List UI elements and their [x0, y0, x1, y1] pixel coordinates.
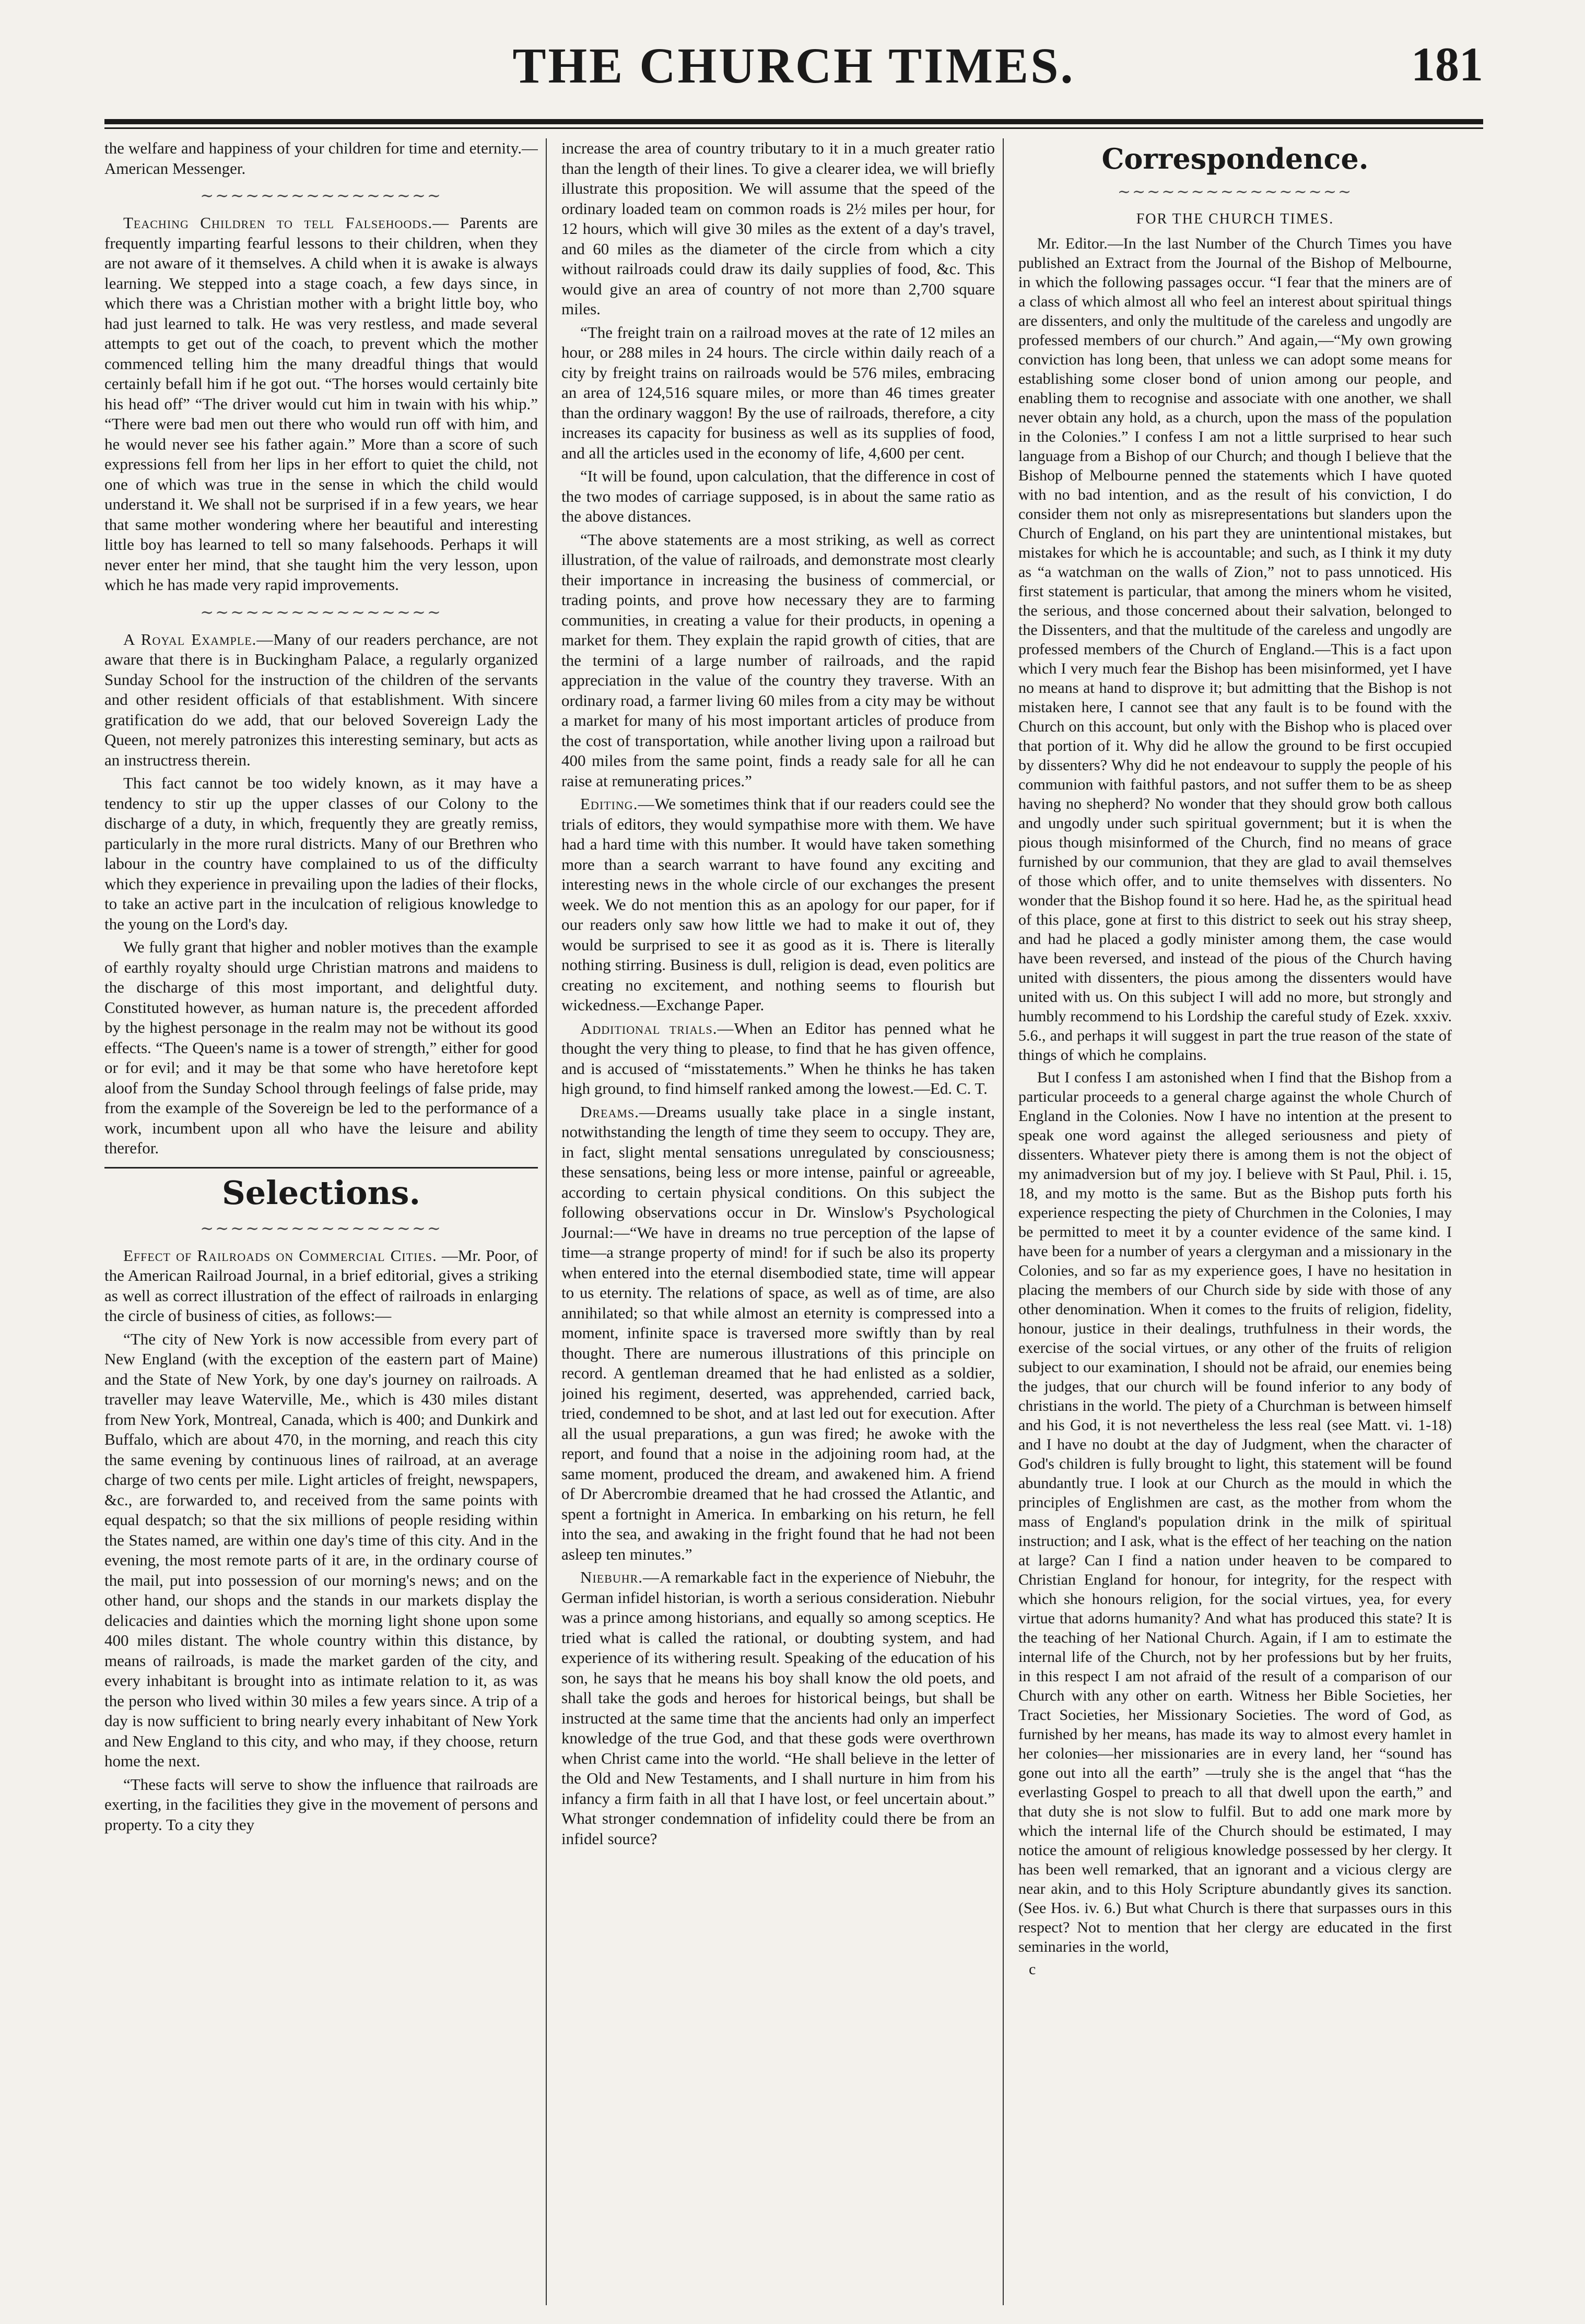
letter-paragraph: But I confess I am astonished when I find that the Bishop from a particular proceeds to a general charge against the whole Church of England in the Colonies. Now I have no intention at the present to speak one word against the alleged seriousness and piety of dissenters. Whatever piety there is among them is not the object of my animadversion but of my joy. I believe with St Paul, Phil. i. 15, 18, and my motto is the same. But as the Bishop puts forth his experience respecting the piety of Churchmen in the Colonies, I may be permitted to meet it by a counter evidence of the same kind. I have been for a number of years a clergyman and a missionary in the Colonies, and so far as my experience goes, I have no hesitation in placing the members of our Church side by side with those of any other denomination. When it comes to the fruits of religion, fidelity, honour, justice in their dealings, truthfulness in their words, the exercise of the social virtues, or any other of the fruits of religion subject to our examination, I should not be afraid, our enemies being the judges, that our church will be found inferior to any body of christians in the world. The piety of a Churchman is between himself and his God, it is not nevertheless the less real (see Matt. vi. 1-18) and I have no doubt at the day of Judgment, when the character of God's children is fully brought to light, this statement will be found abundantly true. I look at our Church as the mould in which the principles of Englishmen are cast, as the mother from whom the mass of England's population drink in the milk of spiritual instruction; and I ask, what is the effect of her teaching on the nation at large? Can I find a nation under heaven to be compared to Christian England for honour, for integrity, for the respect with which she honours religion, for the social virtues, yea, for every virtue that adorns humanity? And what has produced this state? It is the teaching of her National Church. Again, if I am to estimate the internal life of the Church, not by her professions but by her fruits, in this respect I am not afraid of the result of a comparison of our Church with any other on earth. Witness her Bible Societies, her Tract Societies, her Missionary Societies. The word of God, as furnished by her means, has made its way to almost every hamlet in her colonies—her missionaries are in every land, her “sound has gone out into all the earth” —truly she is the angel that “has the everlasting Gospel to preach to all that dwell upon the earth,” and that duty she is not slow to fulfil. But to add one mark more by which the internal life of the Church should be estimated, I may notice the amount of religious knowledge possessed by her clergy. It has been well remarked, that an ignorant and a vicious clergy are near akin, and to this Holy Scripture abundantly gives its sanction. (See Hos. iv. 6.) But what Church is there that surpasses ours in this respect? Not to mention that her clergy are educated in the first seminaries in the world, [1018, 1069, 1452, 1955]
article-heading: Dreams.— [580, 1102, 656, 1121]
masthead-rule-thick [104, 119, 1483, 124]
paragraph: “The freight train on a railroad moves at the rate of 12 miles an hour, or 288 miles in 24 hours. The circle within daily reach of a city by freight trains on railroads would be 576 miles, embracing an area of 124,516 square miles, or more than 46 times greater than the ordinary waggon! By the use of railroads, therefore, a city increases its capacity for business as well as its supplies of food, and all the articles used in the economy of life, 4,600 per cent. [561, 323, 995, 462]
article-heading: Editing.— [580, 795, 655, 813]
article-editing [561, 794, 995, 1016]
article-railroads [104, 1246, 538, 1326]
paragraph: increase the area of country tributary to it in a much greater ratio than the length of their lines. To give a clearer idea, we will briefly illustrate this proposition. We will assume that the speed of the ordinary loaded team on common roads is 2½ miles per hour, for 12 hours, which will give 30 miles as the extent of a day's travel, and 60 miles as the diameter of the circle from which a city without railroads could draw its daily supplies of food, &c. This would give an area of country of not more than 2,700 square miles. [561, 139, 995, 318]
column-1 [104, 138, 538, 2295]
quoted-paragraph: “The city of New York is now accessible from every part of New England (with the exception of the eastern part of Maine) and the State of New York, by one day's journey on railroads. A traveller may leave Waterville, Me., which is 430 miles distant from New York, Montreal, Canada, which is 400; and Dunkirk and Buffalo, which are about 470, in the morning, and reach this city the same evening by continuous lines of railroad, at an average charge of two cents per mile. Light articles of freight, newspapers, &c., are forwarded to, and received from the same points with equal despatch; so that the six millions of people residing within the States named, are within one day's time of this city. And in the evening, the most remote parts of it are, in the ordinary course of the mail, put into possession of our morning's news; and on the other hand, our shops and the stands in our markets display the delicacies and dainties which the morning light shone upon some 400 miles distant. The whole country within this distance, by means of railroads, is made the market garden of the city, and every inhabitant is brought into as intimate relation to it, as was the person who lived within 30 miles a few years since. A trip of a day is now sufficient to bring nearly every inhabitant of New York and New England to this city, and who may, if they choose, return home the next. [104, 1329, 538, 1770]
article-additional-trials [561, 1019, 995, 1099]
newspaper-title: THE CHURCH TIMES. [512, 38, 1075, 93]
article-ending: the welfare and happiness of your children for time and eternity.—American Messenger. [104, 139, 538, 178]
article-body: Dreams usually take place in a single instant, notwithstanding the length of time they seem to occupy. They are, in fact, slight mental sensations unregulated by consciousness; these sensations, being less or more intense, painful or agreeable, according to certain physical conditions. On this subject the following observations occur in Dr. Winslow's Psychological Journal:—“We have in dreams no true perception of the lapse of time—a strange property of mind! for if such be also its property when entered into the eternal disembodied state, time will appear to us eternity. The relations of space, as well as of time, are also annihilated; so that while almost an eternity is compressed into a moment, infinite space is traversed more swiftly than by real thought. There are numerous illustrations of this principle on record. A gentleman dreamed that he had enlisted as a soldier, joined his regiment, deserted, was apprehended, carried back, tried, condemned to be shot, and at last led out for execution. After all the usual preparations, a gun was fired; he awoke with the report, and found that a noise in the adjoining room had, at the same moment, produced the dream, and awakened him. A friend of Dr Abercrombie dreamed that he had crossed the Atlantic, and spent a fortnight in America. In embarking on his return, he fell into the sea, and awaking in the fright found that he had not been asleep ten minutes.” [561, 1102, 995, 1563]
article-heading: Niebuhr.— [580, 1568, 660, 1586]
section-divider: ∼∼∼∼∼∼∼∼∼∼∼∼∼∼∼∼ [1117, 183, 1353, 200]
article-heading: Additional trials.— [580, 1019, 734, 1037]
section-heading-correspondence: Correspondence. [1101, 142, 1369, 175]
article-heading: Teaching Children to tell Falsehoods.— [123, 214, 450, 232]
article-body: Many of our readers perchance, are not aware that there is in Buckingham Palace, a regularly organized Sunday School for the instruction of the children of the servants and other resident officials of that establishment. With sincere gratification do we add, that our beloved Sovereign Lady the Queen, not merely patronizes this interesting seminary, but acts as an instructress therein. [104, 630, 538, 769]
column-2 [561, 138, 995, 2295]
paragraph: “The above statements are a most striking, as well as correct illustration, of the value of railroads, and demonstrate most clearly their importance in increasing the business of commercial, or trading points, and prove how necessary they are to farming communities, in creating a value for their products, in opening a market for them. They explain the rapid growth of cities, that are the termini of a large number of railroads, and the rapid appreciation in the value of the country they traverse. With an ordinary road, a farmer living 60 miles from a city may be without a market for many of his most important articles of produce from the cost of transportation, while another living upon a railroad but 400 miles from the same point, finds a ready sale for all he can raise at remunerating prices.” [561, 530, 995, 790]
article-body: When an Editor has penned what he thought the very thing to please, to find that he has given offence, and is accused of “misstatements.” When he thinks he has taken high ground, to find himself ranked among the lowest.—Ed. C. T. [561, 1019, 995, 1098]
article-heading: Effect of Railroads on Commercial Cities. [123, 1246, 437, 1265]
article-body: A remarkable fact in the experience of Niebuhr, the German infidel historian, is worth a serious consideration. Niebuhr was a prince among historians, and equally so among sceptics. He tried what is called the rational, or doubting system, and had experience of its withering result. Speaking of the education of his son, he says that he means his boy shall know the old poets, and shall take the gods and heroes for historical beings, but shall be instructed at the same time that the ancients had only an imperfect knowledge of the true God, and that these gods were overthrown when Christ came into the world. “He shall believe in the letter of the Old and New Testaments, and I shall nurture in him from his infancy a firm faith in all that I have lost, or feel uncertain about.” What stronger condemnation of infidelity could there be from an infidel source? [561, 1568, 995, 1848]
page-number: 181 [1411, 38, 1483, 91]
quoted-paragraph: “These facts will serve to show the influence that railroads are exerting, in the facilities they give in the movement of persons and property. To a city they [104, 1775, 538, 1834]
article-niebuhr [561, 1567, 995, 1849]
column-separator [546, 138, 547, 2305]
paragraph: We fully grant that higher and nobler motives than the example of earthly royalty should urge Christian matrons and maidens to the discharge of this most important, and delightful duty. Constituted however, as human nature is, the precedent afforded by the highest personage in the realm may not be without its good effects. “The Queen's name is a tower of strength,” either for good or for evil; and it may be that some who have heretofore kept aloof from the Sunday School through feelings of false pride, may from the example of the Sovereign be led to the performance of a work, incumbent upon all who have the leisure and ability therefor. [104, 938, 538, 1157]
article-body: —Mr. Poor, of the American Railroad Journal, in a brief editorial, gives a striking as well as correct illustration of the effect of railroads in enlarging the circle of business of cities, as follows:— [104, 1246, 538, 1325]
signature-mark: c [1029, 1961, 1036, 1978]
masthead [104, 21, 1483, 125]
column-3 [1018, 138, 1452, 2295]
section-divider: ∼∼∼∼∼∼∼∼∼∼∼∼∼∼∼∼ [200, 603, 442, 621]
article-royal-example [104, 630, 538, 771]
column-separator [1003, 138, 1004, 2305]
paragraph: “It will be found, upon calculation, that the difference in cost of the two modes of carriage supposed, is in about the same ratio as the above distances. [561, 467, 995, 525]
correspondence-subheading: FOR THE CHURCH TIMES. [1136, 211, 1334, 227]
section-heading-selections: Selections. [104, 1167, 538, 1211]
masthead-rule-thin [104, 127, 1483, 129]
article-body: We sometimes think that if our readers could see the trials of editors, they would sympathise more with them. We have had a hard time with this number. It would have taken something more than a search warrant to have found any exciting and interesting news in the whole circle of our exchanges the present week. We do not mention this as an apology for our paper, for if our readers only saw how little we had to make it out of, they would be surprised to see it as good as it is. There is literally nothing stirring. Business is dull, religion is dead, even politics are creating no excitement, and nothing seems to flourish but wickedness.—Exchange Paper. [561, 795, 995, 1014]
section-divider: ∼∼∼∼∼∼∼∼∼∼∼∼∼∼∼∼ [200, 1219, 442, 1237]
article-teaching-children [104, 213, 538, 595]
article-body: Parents are frequently imparting fearful lessons to their children, when they are not aware of it themselves. A child when it is awake is always learning. We stepped into a stage coach, a few days since, in which there was a Christian mother with a bright little boy, who had just learned to talk. He was very restless, and made several attempts to get out of the coach, to prevent which the mother commenced telling him the many dreadful things that would certainly befall him if he got out. “The horses would certainly bite his head off” “The driver would cut him in twain with his whip.” “There were bad men out there who would run off with him, and he would never see his father again.” More than a score of such expressions fell from her lips in her effort to quiet the child, not one of which was true in the sense in which the child would understand it. We shall not be surprised if in a few years, we hear that same mother wondering where her beautiful and interesting little boy has learned to tell so many falsehoods. Perhaps it will never enter her mind, that she taught him the very lesson, upon which he has made very rapid improvements. [104, 214, 538, 594]
article-heading: A Royal Example.— [123, 630, 274, 648]
letter-paragraph: Mr. Editor.—In the last Number of the Church Times you have published an Extract from the Journal of the Bishop of Melbourne, in which the following passages occur. “I fear that the miners are of a class of which almost all who feel an interest about spiritual things are dissenters, and only the multitude of the careless and ungodly are professed members of our church.” And again,—“My own growing conviction has long been, that unless we can adopt some means for establishing some closer bond of union among our people, and enabling them to recognise and associate with one another, we shall never obtain any hold, as a church, upon the mass of the population in the Colonies.” I confess I am not a little surprised to hear such language from a Bishop of our Church; and though I believe that the Bishop of Melbourne penned the statements which I have quoted with no bad intention, and as the result of his conviction, I do consider them not only as misrepresentations but slanders upon the Church of England, on his part they are unintentional mistakes, but mistakes for which he is accountable; and such, as I think it my duty as “a watchman on the walls of Zion,” not to pass unnoticed. His first statement is particular, that among the miners whom he visited, the serious, and those concerned about their salvation, belonged to the Dissenters, and that the multitude of the careless and ungodly are professed members of the Church of England.—This is a fact upon which I very much fear the Bishop has been misinformed, yet I have no means at hand to disprove it; but admitting that the Bishop is not mistaken here, I cannot see that any fault is to be found with the Church on this account, but only with the Bishop who is placed over that portion of it. Why did he allow the ground to be first occupied by dissenters? Why did he not endeavour to supply the people of his communion with faithful pastors, and not suffer them to be as sheep having no shepherd? No wonder that they should grow both callous and ungodly under such spiritual government; but it is when the pious though misinformed of the Church, find no means of grace furnished by our communion, that they are glad to avail themselves of those which offer, and to unite themselves with dissenters. No wonder that the Bishop found it so here. Had he, as the spiritual head of this place, gone at first to this district to seek out his stray sheep, and had he placed a godly minister among them, the case would have been reversed, and instead of the pious of the Church having united with dissenters, the pious among the dissenters would have united with us. On this subject I will add no more, but strongly and humbly recommend to his Lordship the careful study of Ezek. xxxiv. 5.6., and perhaps it will suggest in part the true reason of the state of things of which he complains. [1018, 235, 1452, 1064]
paragraph: This fact cannot be too widely known, as it may have a tendency to stir up the upper classes of our Colony to the discharge of a duty, in which, frequently they are greatly remiss, particularly in the more rural districts. Many of our Brethren who labour in the country have complained to us of the difficulty which they experience in prevailing upon the ladies of their flocks, to take an active part in the inculcation of religious knowledge to the young on the Lord's day. [104, 774, 538, 933]
article-dreams [561, 1102, 995, 1565]
section-divider: ∼∼∼∼∼∼∼∼∼∼∼∼∼∼∼∼ [200, 186, 442, 205]
